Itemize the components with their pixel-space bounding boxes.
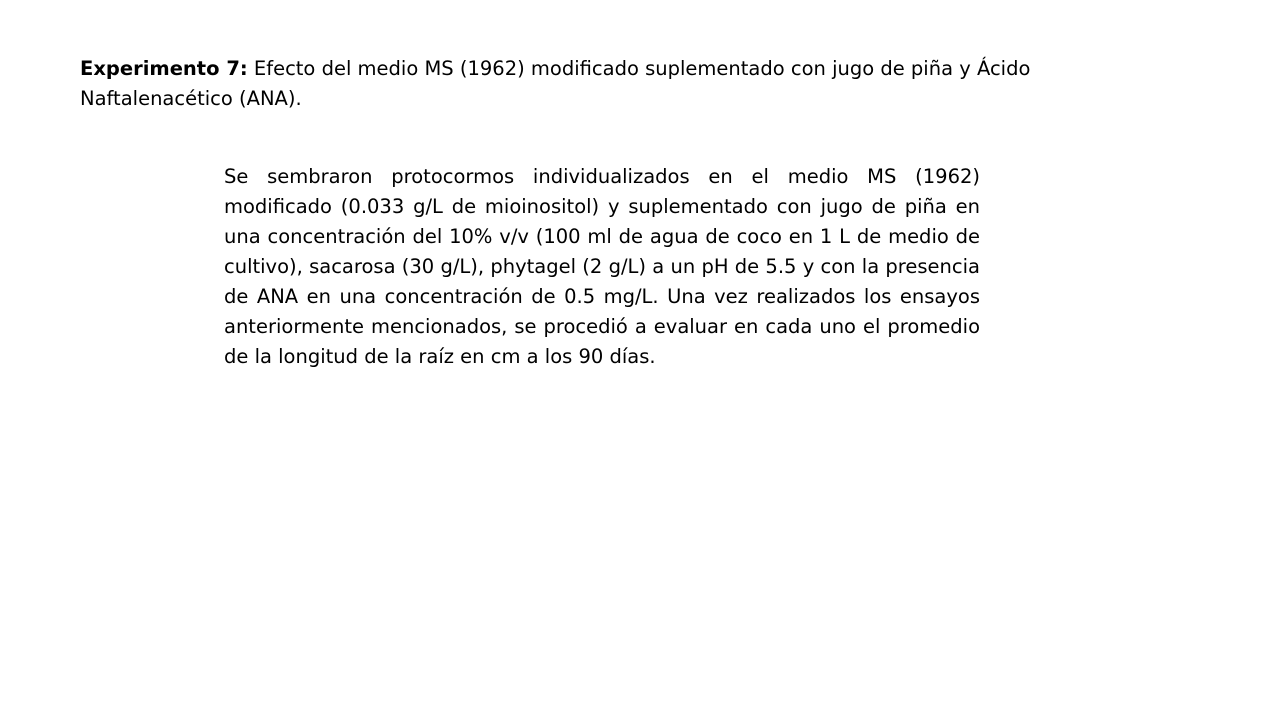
- experiment-heading: [80, 54, 1040, 114]
- experiment-label: Experimento 7:: [80, 57, 248, 80]
- experiment-description: Se sembraron protocormos individualizados en el medio MS (1962) modificado (0.033 g/L de mioinositol) y suplementado con jugo de piña en una concentración del 10% v/v (100 ml de agua de coco en 1 L de medio de cultivo), sacarosa (30 g/L), phytagel (2 g/L) a un pH de 5.5 y con la presencia de ANA en una concentración de 0.5 mg/L. Una vez realizados los ensayos anteriormente mencionados, se procedió a evaluar en cada uno el promedio de la longitud de la raíz en cm a los 90 días.: [224, 165, 980, 368]
- experiment-title: Efecto del medio MS (1962) modificado suplementado con jugo de piña y Ácido Naftalenacético (ANA).: [80, 57, 1031, 110]
